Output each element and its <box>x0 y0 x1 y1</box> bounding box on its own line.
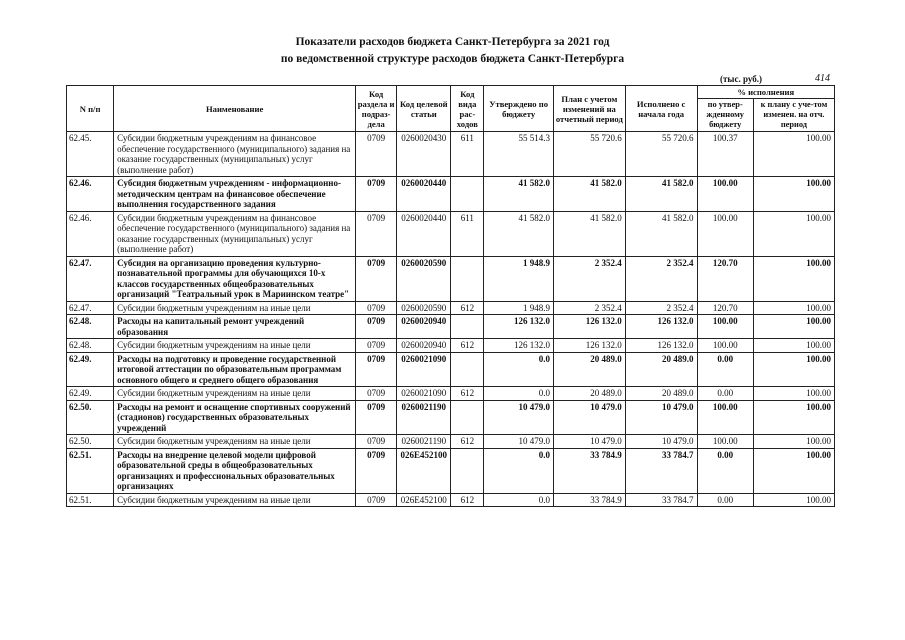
cell-name: Субсидии бюджетным учреждениям на иные цели <box>114 493 356 507</box>
cell-type: 612 <box>451 339 484 353</box>
cell-type: 611 <box>451 211 484 256</box>
table-row <box>67 435 835 449</box>
cell-pct-plan: 100.00 <box>753 315 834 339</box>
cell-section: 0709 <box>356 301 397 315</box>
cell-target: 026E452100 <box>397 493 451 507</box>
cell-approved: 126 132.0 <box>484 339 554 353</box>
table-row <box>67 387 835 401</box>
cell-section: 0709 <box>356 448 397 493</box>
cell-plan: 41 582.0 <box>553 211 625 256</box>
cell-pct-approved: 0.00 <box>697 352 753 387</box>
col-header-pct-group: % исполнения <box>697 86 835 99</box>
table-row <box>67 177 835 212</box>
cell-executed: 10 479.0 <box>625 400 697 435</box>
cell-target: 0260021190 <box>397 435 451 449</box>
cell-pct-plan: 100.00 <box>753 339 834 353</box>
cell-num: 62.48. <box>67 315 114 339</box>
cell-num: 62.49. <box>67 352 114 387</box>
cell-type: 612 <box>451 435 484 449</box>
cell-target: 0260020430 <box>397 132 451 177</box>
cell-target: 0260020590 <box>397 256 451 301</box>
cell-approved: 0.0 <box>484 352 554 387</box>
cell-section: 0709 <box>356 387 397 401</box>
cell-plan: 33 784.9 <box>553 493 625 507</box>
cell-executed: 20 489.0 <box>625 387 697 401</box>
cell-executed: 33 784.7 <box>625 448 697 493</box>
cell-pct-plan: 100.00 <box>753 211 834 256</box>
page-number: 414 <box>815 73 830 84</box>
cell-plan: 2 352.4 <box>553 301 625 315</box>
table-row <box>67 339 835 353</box>
cell-target: 0260020440 <box>397 211 451 256</box>
cell-plan: 126 132.0 <box>553 339 625 353</box>
cell-approved: 0.0 <box>484 493 554 507</box>
cell-executed: 126 132.0 <box>625 315 697 339</box>
cell-pct-plan: 100.00 <box>753 352 834 387</box>
cell-name: Расходы на внедрение целевой модели цифровой образовательной среды в общеобразовательных организациях и профессиональных образовательных организациях <box>114 448 356 493</box>
budget-table <box>66 85 835 507</box>
cell-num: 62.51. <box>67 493 114 507</box>
cell-pct-approved: 120.70 <box>697 256 753 301</box>
cell-target: 0260021190 <box>397 400 451 435</box>
table-row <box>67 256 835 301</box>
table-row <box>67 211 835 256</box>
cell-type <box>451 352 484 387</box>
col-header-name: Наименование <box>114 86 356 132</box>
cell-type <box>451 400 484 435</box>
cell-type: 611 <box>451 132 484 177</box>
cell-type <box>451 315 484 339</box>
cell-target: 0260020440 <box>397 177 451 212</box>
col-header-num: N п/п <box>67 86 114 132</box>
cell-num: 62.47. <box>67 301 114 315</box>
cell-target: 026E452100 <box>397 448 451 493</box>
col-header-type: Код вида рас-ходов <box>451 86 484 132</box>
cell-type: 612 <box>451 493 484 507</box>
cell-name: Субсидии бюджетным учреждениям на иные цели <box>114 301 356 315</box>
cell-pct-plan: 100.00 <box>753 435 834 449</box>
cell-num: 62.49. <box>67 387 114 401</box>
cell-approved: 41 582.0 <box>484 177 554 212</box>
document-subtitle: по ведомственной структуре расходов бюджета Санкт-Петербурга <box>280 53 625 65</box>
cell-pct-approved: 100.00 <box>697 211 753 256</box>
cell-name: Расходы на капитальный ремонт учреждений образования <box>114 315 356 339</box>
cell-approved: 10 479.0 <box>484 400 554 435</box>
cell-section: 0709 <box>356 435 397 449</box>
cell-target: 0260020940 <box>397 315 451 339</box>
cell-executed: 126 132.0 <box>625 339 697 353</box>
cell-pct-plan: 100.00 <box>753 177 834 212</box>
cell-name: Субсидия бюджетным учреждениям - информационно-методическим центрам на финансовое обеспечение выполнения государственного задания <box>114 177 356 212</box>
cell-pct-approved: 100.37 <box>697 132 753 177</box>
table-row <box>67 352 835 387</box>
cell-pct-approved: 100.00 <box>697 339 753 353</box>
cell-plan: 126 132.0 <box>553 315 625 339</box>
cell-num: 62.48. <box>67 339 114 353</box>
cell-plan: 20 489.0 <box>553 352 625 387</box>
cell-num: 62.50. <box>67 400 114 435</box>
cell-executed: 41 582.0 <box>625 211 697 256</box>
cell-pct-plan: 100.00 <box>753 132 834 177</box>
cell-num: 62.51. <box>67 448 114 493</box>
cell-name: Субсидии бюджетным учреждениям на финансовое обеспечение государственного (муниципального) задания на оказание государственных (муниципальных) услуг (выполнение работ) <box>114 211 356 256</box>
cell-approved: 126 132.0 <box>484 315 554 339</box>
cell-pct-plan: 100.00 <box>753 493 834 507</box>
cell-num: 62.50. <box>67 435 114 449</box>
cell-plan: 2 352.4 <box>553 256 625 301</box>
cell-plan: 55 720.6 <box>553 132 625 177</box>
cell-section: 0709 <box>356 256 397 301</box>
cell-pct-plan: 100.00 <box>753 301 834 315</box>
cell-num: 62.46. <box>67 211 114 256</box>
cell-plan: 20 489.0 <box>553 387 625 401</box>
cell-approved: 0.0 <box>484 387 554 401</box>
cell-type: 612 <box>451 387 484 401</box>
cell-pct-plan: 100.00 <box>753 400 834 435</box>
cell-pct-approved: 0.00 <box>697 448 753 493</box>
cell-approved: 1 948.9 <box>484 301 554 315</box>
cell-approved: 0.0 <box>484 448 554 493</box>
cell-pct-approved: 100.00 <box>697 400 753 435</box>
cell-type: 612 <box>451 301 484 315</box>
cell-pct-approved: 0.00 <box>697 493 753 507</box>
table-row <box>67 132 835 177</box>
cell-executed: 2 352.4 <box>625 256 697 301</box>
cell-name: Субсидии бюджетным учреждениям на иные цели <box>114 339 356 353</box>
cell-target: 0260020590 <box>397 301 451 315</box>
cell-name: Расходы на ремонт и оснащение спортивных сооружений (стадионов) государственных образовательных учреждений <box>114 400 356 435</box>
cell-executed: 55 720.6 <box>625 132 697 177</box>
cell-pct-approved: 100.00 <box>697 435 753 449</box>
col-header-approved: Утверждено по бюджету <box>484 86 554 132</box>
col-header-executed: Исполнено с начала года <box>625 86 697 132</box>
col-header-plan: План с учетом изменений на отчетный период <box>553 86 625 132</box>
table-row <box>67 301 835 315</box>
cell-target: 0260021090 <box>397 387 451 401</box>
cell-target: 0260020940 <box>397 339 451 353</box>
table-header-row <box>67 86 835 99</box>
cell-plan: 41 582.0 <box>553 177 625 212</box>
cell-executed: 20 489.0 <box>625 352 697 387</box>
cell-num: 62.47. <box>67 256 114 301</box>
cell-section: 0709 <box>356 211 397 256</box>
cell-plan: 33 784.9 <box>553 448 625 493</box>
cell-executed: 33 784.7 <box>625 493 697 507</box>
cell-name: Субсидия на организацию проведения культурно-познавательной программы для обучающихся 10-х классов государственных общеобразовательных организаций "Театральный урок в Мариинском театре" <box>114 256 356 301</box>
cell-pct-approved: 100.00 <box>697 315 753 339</box>
col-header-pct-plan: к плану с уче-том изменен. на отч. период <box>753 99 834 132</box>
cell-name: Субсидии бюджетным учреждениям на иные цели <box>114 435 356 449</box>
cell-approved: 1 948.9 <box>484 256 554 301</box>
cell-section: 0709 <box>356 493 397 507</box>
cell-type <box>451 256 484 301</box>
cell-name: Расходы на подготовку и проведение государственной итоговой аттестации по образовательным программам основного общего и среднего общего образования <box>114 352 356 387</box>
cell-plan: 10 479.0 <box>553 435 625 449</box>
cell-pct-approved: 0.00 <box>697 387 753 401</box>
cell-num: 62.46. <box>67 177 114 212</box>
cell-section: 0709 <box>356 315 397 339</box>
table-row <box>67 493 835 507</box>
cell-target: 0260021090 <box>397 352 451 387</box>
cell-pct-approved: 100.00 <box>697 177 753 212</box>
cell-executed: 10 479.0 <box>625 435 697 449</box>
cell-plan: 10 479.0 <box>553 400 625 435</box>
table-row <box>67 400 835 435</box>
cell-section: 0709 <box>356 177 397 212</box>
cell-type <box>451 177 484 212</box>
col-header-pct-approved: по утвер-жденному бюджету <box>697 99 753 132</box>
cell-name: Субсидии бюджетным учреждениям на финансовое обеспечение государственного (муниципального) задания на оказание государственных (муниципальных) услуг (выполнение работ) <box>114 132 356 177</box>
col-header-target: Код целевой статьи <box>397 86 451 132</box>
cell-pct-plan: 100.00 <box>753 387 834 401</box>
cell-num: 62.45. <box>67 132 114 177</box>
cell-name: Субсидии бюджетным учреждениям на иные цели <box>114 387 356 401</box>
cell-section: 0709 <box>356 132 397 177</box>
cell-section: 0709 <box>356 352 397 387</box>
table-body <box>67 132 835 507</box>
cell-approved: 41 582.0 <box>484 211 554 256</box>
cell-approved: 55 514.3 <box>484 132 554 177</box>
document-title: Показатели расходов бюджета Санкт-Петербурга за 2021 год <box>295 36 610 48</box>
cell-section: 0709 <box>356 339 397 353</box>
col-header-section: Код раздела и подраз-дела <box>356 86 397 132</box>
cell-pct-plan: 100.00 <box>753 448 834 493</box>
cell-approved: 10 479.0 <box>484 435 554 449</box>
cell-executed: 2 352.4 <box>625 301 697 315</box>
cell-pct-plan: 100.00 <box>753 256 834 301</box>
table-row <box>67 315 835 339</box>
cell-executed: 41 582.0 <box>625 177 697 212</box>
table-row <box>67 448 835 493</box>
cell-type <box>451 448 484 493</box>
units-label: (тыс. руб.) <box>720 74 762 84</box>
cell-pct-approved: 120.70 <box>697 301 753 315</box>
cell-section: 0709 <box>356 400 397 435</box>
